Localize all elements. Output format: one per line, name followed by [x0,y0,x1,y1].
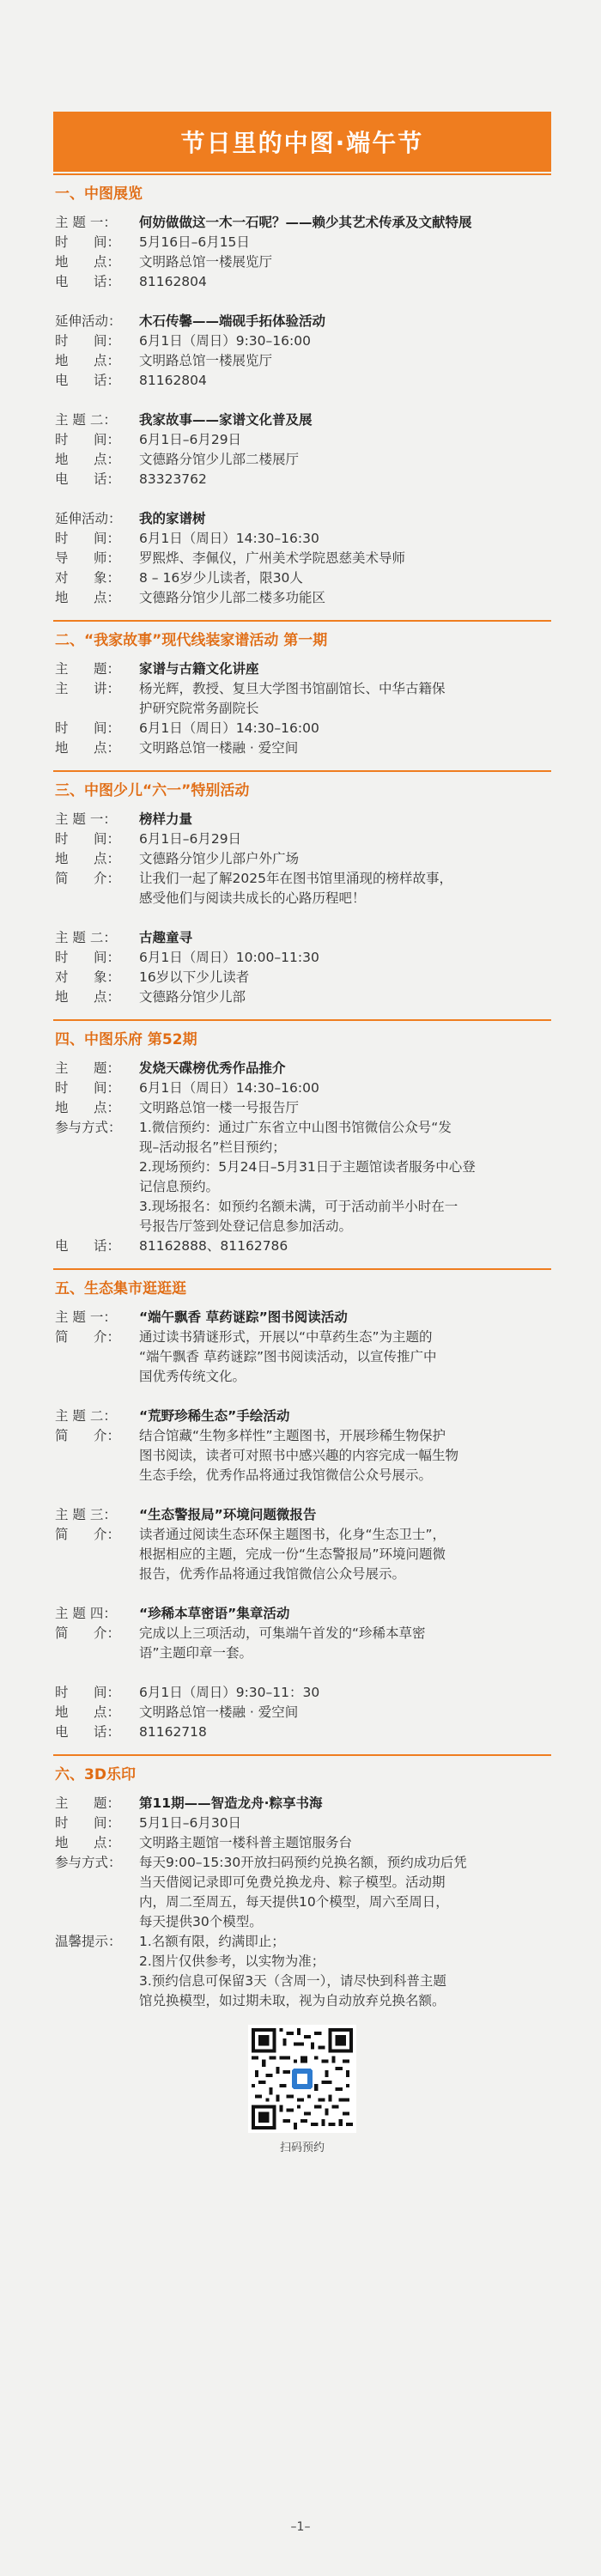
label: 简 介： [55,1625,121,1641]
value: 81162888、81162786 [139,1238,288,1254]
label: 地 点： [55,1704,121,1720]
info-row [55,738,551,758]
info-row [55,1059,551,1078]
section-exhibition [53,173,551,608]
info-row [55,829,551,849]
info-row [55,1722,551,1742]
label: 主 题 一： [55,215,117,230]
label: 时 间： [55,333,121,349]
value: 6月1日（周日）9:30–16:00 [139,333,311,349]
label: 时 间： [55,432,121,447]
info-row [55,1426,551,1485]
info-row [55,549,551,568]
info-row [55,1703,551,1722]
value: 每天9:00–15:30开放扫码预约兑换名额，预约成功后凭 当天借阅记录即可免费兑换龙舟、粽子模型。活动期 内，周二至周五，每天提供10个模型，周六至周日， 每天提供30个模型。 [139,1855,467,1929]
label: 时 间： [55,720,121,736]
value: 文明路主题馆一楼科普主题馆服务台 [139,1835,353,1850]
section-title: 二、“我家故事”现代线装家谱活动 第一期 [55,632,328,649]
info-row [55,568,551,588]
info-row [55,1327,551,1387]
value: 结合馆藏“生物多样性”主题图书，开展珍稀生物保护 图书阅读，读者可对照书中感兴趣的内容完成一幅生物 生态手绘，优秀作品将通过我馆微信公众号展示。 [139,1428,459,1483]
info-row [55,1406,551,1426]
value: 榜样力量 [139,811,193,827]
label: 地 点： [55,1835,121,1850]
info-row [55,869,551,908]
label: 主 题 三： [55,1507,117,1522]
page-title: 节日里的中图·端午节 [180,129,424,157]
section-title: 一、中图展览 [55,185,143,203]
label: 导 师： [55,550,121,566]
label: 电 话： [55,1724,121,1740]
value: “荒野珍稀生态”手绘活动 [139,1408,290,1424]
info-row [55,233,551,252]
value: 文明路总馆一楼融 · 爱空间 [139,1704,299,1720]
info-row [55,371,551,391]
info-row [55,1794,551,1814]
info-row [55,849,551,869]
value: 罗熙烨、李佩仪，广州美术学院恩慈美术导师 [139,550,406,566]
value: 文德路分馆少儿部二楼多功能区 [139,590,326,605]
value: 文明路总馆一楼融 · 爱空间 [139,740,299,756]
label: 参与方式： [55,1120,122,1135]
label: 电 话： [55,1238,121,1254]
value: 5月1日–6月30日 [139,1815,242,1831]
info-row [55,1098,551,1118]
section-title: 三、中图少儿“六一”特别活动 [55,782,250,799]
label: 简 介： [55,1428,121,1443]
page-number: –1– [290,2520,311,2534]
value: 古趣童寻 [139,930,193,945]
value: 81162718 [139,1724,207,1740]
info-row [55,1525,551,1584]
info-row [55,470,551,489]
value: 文明路总馆一楼展览厅 [139,353,273,368]
qr-caption: 扫码预约 [279,2142,325,2154]
info-row [55,509,551,529]
label: 主 题： [55,661,121,677]
value: “端午飘香 草药谜踪”图书阅读活动 [139,1309,348,1325]
label: 地 点： [55,851,121,866]
value: 5月16日–6月15日 [139,234,250,250]
info-row [55,928,551,948]
label: 主 题 二： [55,1408,117,1424]
value: 文德路分馆少儿部二楼展厅 [139,452,300,467]
value: 6月1日（周日）10:00–11:30 [139,950,319,965]
label: 时 间： [55,234,121,250]
info-row [55,1308,551,1327]
info-row [55,588,551,608]
label: 简 介： [55,871,121,886]
section-family-tree [53,620,551,758]
value: 1.名额有限，约满即止； 2.图片仅供参考，以实物为准； 3.预约信息可保留3天（含周一），请尽快到科普主题 馆兑换模型，如过期未取，视为自动放弃兑换名额。 [139,1934,446,2008]
info-row [55,1505,551,1525]
value: 我的家谱树 [139,511,206,526]
label: 参与方式： [55,1855,122,1870]
label: 延伸活动： [55,313,122,329]
label: 简 介： [55,1329,121,1345]
value: 6月1日（周日）14:30–16:00 [139,1080,319,1096]
value: 文明路总馆一楼一号报告厅 [139,1100,300,1115]
value: 6月1日–6月29日 [139,831,242,847]
value: 1.微信预约：通过广东省立中山图书馆微信公众号“发 现–活动报名”栏目预约； 2.现场预约：5月24日–5月31日于主题馆读者服务中心登 记信息预约。 3.现场报名：如预约名额未满，可于活动前半小时在一 号报告厅签到处登记信息参加活动。 [139,1120,476,1234]
info-row [55,312,551,331]
section-title: 六、3D乐印 [55,1766,136,1783]
value: 木石传馨——端砚手拓体验活动 [139,313,326,329]
label: 地 点： [55,254,121,270]
section-3d-print [53,1754,551,2154]
value: 让我们一起了解2025年在图书馆里涌现的榜样故事， 感受他们与阅读共成长的心路历程吧！ [139,871,452,906]
value: 何妨做做这一木一石呢？——赖少其艺术传承及文献特展 [139,215,472,230]
info-row [55,1118,551,1236]
label: 时 间： [55,831,121,847]
label: 时 间： [55,1080,121,1096]
section-title: 五、生态集市逛逛逛 [55,1280,186,1297]
label: 电 话： [55,471,121,487]
section-title: 四、中图乐府 第52期 [55,1031,197,1048]
label: 主 题 一： [55,811,117,827]
label: 对 象： [55,969,121,985]
label: 时 间： [55,1815,121,1831]
value: 第11期——智造龙舟·粽享书海 [139,1795,323,1811]
value: 81162804 [139,274,207,289]
label: 延伸活动： [55,511,122,526]
info-row [55,659,551,679]
section-music [53,1019,551,1256]
value: 8 – 16岁少儿读者，限30人 [139,570,303,586]
value: “生态警报局”环境问题微报告 [139,1507,317,1522]
info-row [55,213,551,233]
info-row [55,1236,551,1256]
label: 时 间： [55,531,121,546]
info-row [55,968,551,987]
qr-block [53,2025,551,2154]
info-row [55,430,551,450]
value: 杨光辉，教授、复旦大学图书馆副馆长、中华古籍保 护研究院常务副院长 [139,681,446,716]
value: 6月1日（周日）14:30–16:00 [139,720,319,736]
value: 文明路总馆一楼展览厅 [139,254,273,270]
info-row [55,1833,551,1853]
info-row [55,810,551,829]
info-row [55,410,551,430]
value: 读者通过阅读生态环保主题图书，化身“生态卫士”， 根据相应的主题，完成一份“生态警报局”环境问题微 报告，优秀作品将通过我馆微信公众号展示。 [139,1527,446,1582]
label: 主 题： [55,1060,121,1076]
info-row [55,1624,551,1663]
info-row [55,450,551,470]
section-childrens-day [53,770,551,1007]
page-title-banner [53,112,551,172]
value: 发烧天碟榜优秀作品推介 [139,1060,286,1076]
info-row [55,351,551,371]
label: 地 点： [55,353,121,368]
label: 主 题 二： [55,412,117,428]
label: 温馨提示： [55,1934,122,1949]
value: 家谱与古籍文化讲座 [139,661,259,677]
label: 主 讲： [55,681,121,696]
value: 16岁以下少儿读者 [139,969,250,985]
label: 主 题 四： [55,1606,117,1621]
info-row [55,1683,551,1703]
info-row [55,719,551,738]
value: 83323762 [139,471,207,487]
label: 主 题 二： [55,930,117,945]
label: 地 点： [55,740,121,756]
info-row [55,948,551,968]
label: 对 象： [55,570,121,586]
value: 6月1日（周日）9:30–11：30 [139,1685,320,1700]
label: 时 间： [55,950,121,965]
value: 通过读书猜谜形式，开展以“中草药生态”为主题的 “端午飘香 草药谜踪”图书阅读活动，以宣传推广中 国优秀传统文化。 [139,1329,437,1384]
label: 主 题 一： [55,1309,117,1325]
info-row [55,529,551,549]
info-row [55,1604,551,1624]
value: 6月1日（周日）14:30–16:30 [139,531,319,546]
label: 地 点： [55,590,121,605]
info-row [55,252,551,272]
qr-code-icon[interactable] [248,2025,356,2133]
label: 电 话： [55,274,121,289]
info-row [55,1932,551,2011]
label: 地 点： [55,989,121,1005]
label: 地 点： [55,452,121,467]
value: 文德路分馆少儿部 [139,989,246,1005]
label: 电 话： [55,373,121,388]
info-row [55,679,551,719]
label: 主 题： [55,1795,121,1811]
info-row [55,331,551,351]
info-row [55,272,551,292]
value: 完成以上三项活动，可集端午首发的“珍稀本草密 语”主题印章一套。 [139,1625,426,1661]
value: 81162804 [139,373,207,388]
value: 6月1日–6月29日 [139,432,242,447]
section-eco-market [53,1268,551,1742]
info-row [55,1078,551,1098]
label: 时 间： [55,1685,121,1700]
value: 我家故事——家谱文化普及展 [139,412,313,428]
info-row [55,987,551,1007]
info-row [55,1853,551,1932]
label: 简 介： [55,1527,121,1542]
value: “珍稀本草密语”集章活动 [139,1606,290,1621]
info-row [55,1814,551,1833]
label: 地 点： [55,1100,121,1115]
value: 文德路分馆少儿部户外广场 [139,851,300,866]
